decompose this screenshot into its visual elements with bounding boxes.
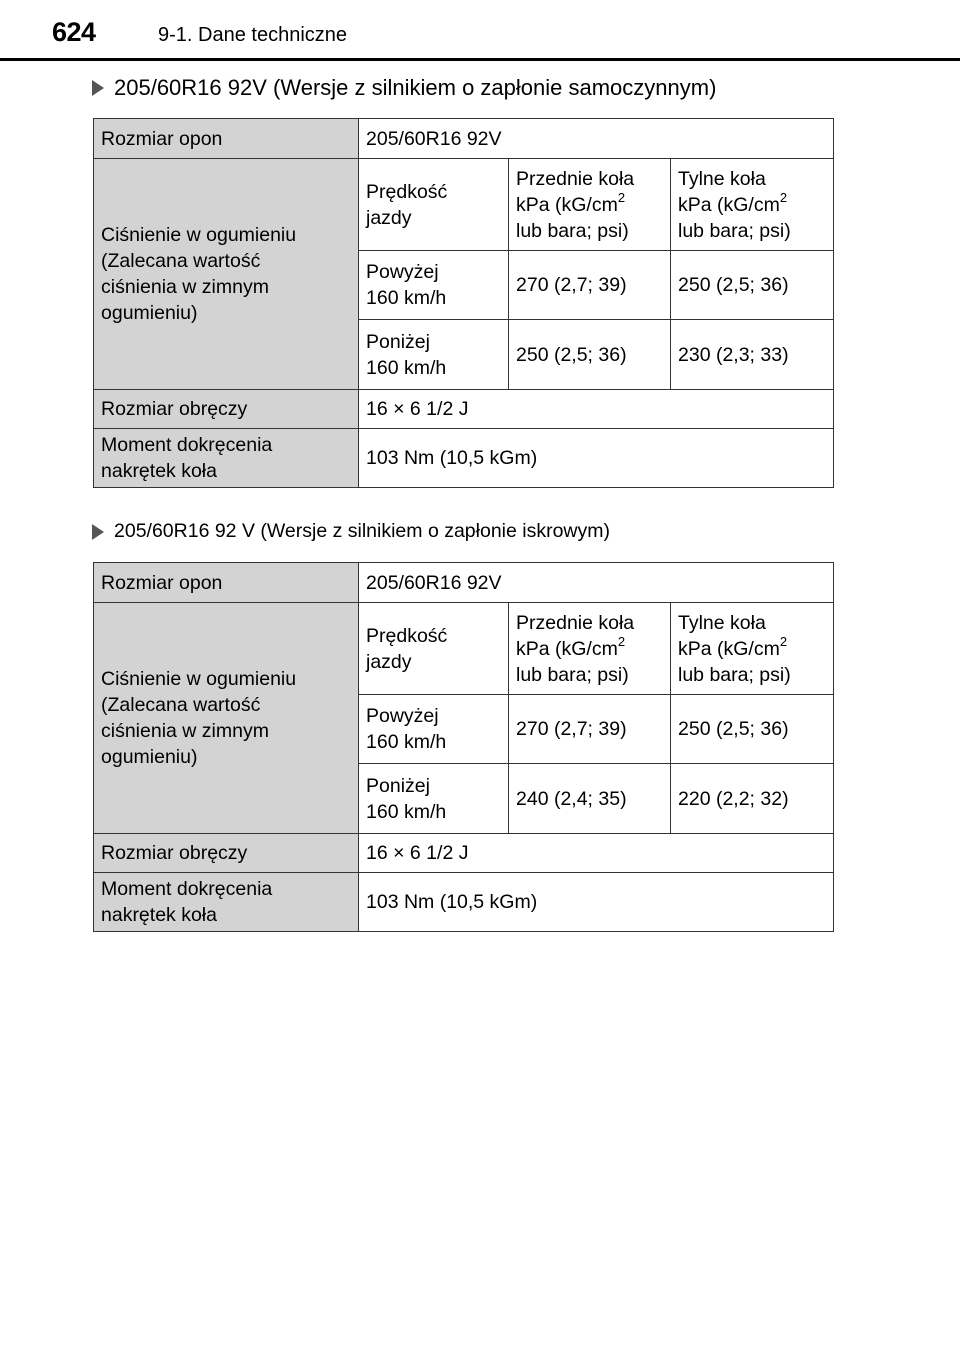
front-pressure-above: 270 (2,7; 39) bbox=[509, 695, 671, 764]
speed-line: 160 km/h bbox=[366, 800, 447, 823]
rear-header bbox=[671, 159, 834, 251]
table-heading-petrol bbox=[92, 520, 610, 543]
triangle-right-icon bbox=[92, 80, 104, 96]
speed-header-line: Prędkość bbox=[366, 180, 448, 203]
table-row bbox=[94, 429, 834, 488]
front-pressure-above: 270 (2,7; 39) bbox=[509, 251, 671, 320]
speed-line: Powyżej bbox=[366, 705, 439, 727]
speed-line: 160 km/h bbox=[366, 356, 447, 379]
front-header-line: lub bara; psi) bbox=[516, 663, 629, 686]
section-title: 9-1. Dane techniczne bbox=[158, 24, 348, 46]
rim-size-label: Rozmiar obręczy bbox=[94, 390, 359, 429]
front-header-unit bbox=[516, 636, 663, 662]
front-header-line: Przednie koła bbox=[516, 611, 635, 634]
speed-line: 160 km/h bbox=[366, 731, 447, 753]
rim-size-value: 16 × 6 1/2 J bbox=[359, 390, 834, 429]
speed-line: Poniżej bbox=[366, 774, 430, 797]
rear-header-line: Tylne koła bbox=[678, 167, 766, 190]
speed-header-line: jazdy bbox=[366, 650, 412, 673]
unit-text: kPa (kG/cm bbox=[516, 637, 618, 660]
unit-superscript: 2 bbox=[617, 634, 626, 649]
page-header bbox=[0, 0, 960, 60]
table-heading-diesel bbox=[92, 75, 716, 101]
tire-size-label: Rozmiar opon bbox=[94, 119, 359, 159]
page-number: 624 bbox=[52, 17, 96, 47]
rear-pressure-below: 220 (2,2; 32) bbox=[671, 764, 834, 834]
pressure-label-line: ciśnienia w zimnym bbox=[101, 276, 269, 298]
rim-size-label: Rozmiar obręczy bbox=[94, 834, 359, 873]
front-pressure-below: 250 (2,5; 36) bbox=[509, 320, 671, 390]
rear-header-unit bbox=[678, 636, 826, 662]
table-row bbox=[94, 119, 834, 159]
torque-value: 103 Nm (10,5 kGm) bbox=[359, 429, 834, 488]
triangle-right-icon bbox=[92, 524, 104, 540]
rim-size-value: 16 × 6 1/2 J bbox=[359, 834, 834, 873]
speed-header bbox=[359, 603, 509, 695]
pressure-label-line: Ciśnienie w ogumieniu bbox=[101, 224, 297, 246]
unit-superscript: 2 bbox=[779, 634, 788, 649]
speed-below bbox=[359, 764, 509, 834]
pressure-label-line: Ciśnienie w ogumieniu bbox=[101, 668, 297, 690]
torque-label bbox=[94, 429, 359, 488]
rear-header-line: lub bara; psi) bbox=[678, 219, 791, 242]
torque-label-line: Moment dokręcenia bbox=[101, 878, 273, 900]
torque-label-line: nakrętek koła bbox=[101, 460, 217, 482]
table-row bbox=[94, 834, 834, 873]
table-row bbox=[94, 563, 834, 603]
speed-line: Powyżej bbox=[366, 261, 439, 283]
torque-value: 103 Nm (10,5 kGm) bbox=[359, 873, 834, 932]
pressure-label-line: ciśnienia w zimnym bbox=[101, 720, 269, 742]
spec-table-diesel bbox=[93, 118, 834, 488]
tire-size-label: Rozmiar opon bbox=[94, 563, 359, 603]
torque-label-line: nakrętek koła bbox=[101, 904, 217, 926]
speed-header-line: jazdy bbox=[366, 206, 412, 229]
torque-label bbox=[94, 873, 359, 932]
table-row bbox=[94, 159, 834, 251]
speed-above bbox=[359, 251, 509, 320]
unit-text: kPa (kG/cm bbox=[678, 193, 780, 216]
rear-pressure-above: 250 (2,5; 36) bbox=[671, 695, 834, 764]
rear-header-line: Tylne koła bbox=[678, 611, 766, 634]
rear-header bbox=[671, 603, 834, 695]
pressure-label-line: (Zalecana wartość bbox=[101, 250, 261, 272]
spec-table-petrol bbox=[93, 562, 834, 932]
table-row bbox=[94, 390, 834, 429]
pressure-label-line: ogumieniu) bbox=[101, 302, 198, 324]
unit-superscript: 2 bbox=[617, 190, 626, 205]
tire-size-value: 205/60R16 92V bbox=[359, 119, 834, 159]
unit-text: kPa (kG/cm bbox=[678, 637, 780, 660]
torque-label-line: Moment dokręcenia bbox=[101, 434, 273, 456]
front-header-line: Przednie koła bbox=[516, 167, 635, 190]
pressure-label-line: ogumieniu) bbox=[101, 746, 198, 768]
front-header bbox=[509, 603, 671, 695]
speed-below bbox=[359, 320, 509, 390]
front-header-unit bbox=[516, 192, 663, 218]
pressure-label bbox=[94, 159, 359, 390]
front-pressure-below: 240 (2,4; 35) bbox=[509, 764, 671, 834]
pressure-label bbox=[94, 603, 359, 834]
rear-pressure-below: 230 (2,3; 33) bbox=[671, 320, 834, 390]
speed-header bbox=[359, 159, 509, 251]
tire-size-value: 205/60R16 92V bbox=[359, 563, 834, 603]
unit-text: kPa (kG/cm bbox=[516, 193, 618, 216]
rear-header-unit bbox=[678, 192, 826, 218]
table-row bbox=[94, 603, 834, 695]
pressure-label-line: (Zalecana wartość bbox=[101, 694, 261, 716]
front-header bbox=[509, 159, 671, 251]
speed-above bbox=[359, 695, 509, 764]
front-header-line: lub bara; psi) bbox=[516, 219, 629, 242]
speed-line: Poniżej bbox=[366, 330, 430, 353]
table-row bbox=[94, 873, 834, 932]
rear-pressure-above: 250 (2,5; 36) bbox=[671, 251, 834, 320]
speed-line: 160 km/h bbox=[366, 287, 447, 309]
header-rule bbox=[0, 58, 960, 61]
heading-text: 205/60R16 92 V (Wersje z silnikiem o zapłonie iskrowym) bbox=[114, 520, 611, 542]
rear-header-line: lub bara; psi) bbox=[678, 663, 791, 686]
unit-superscript: 2 bbox=[779, 190, 788, 205]
speed-header-line: Prędkość bbox=[366, 624, 448, 647]
heading-text: 205/60R16 92V (Wersje z silnikiem o zapłonie samoczynnym) bbox=[114, 75, 717, 100]
